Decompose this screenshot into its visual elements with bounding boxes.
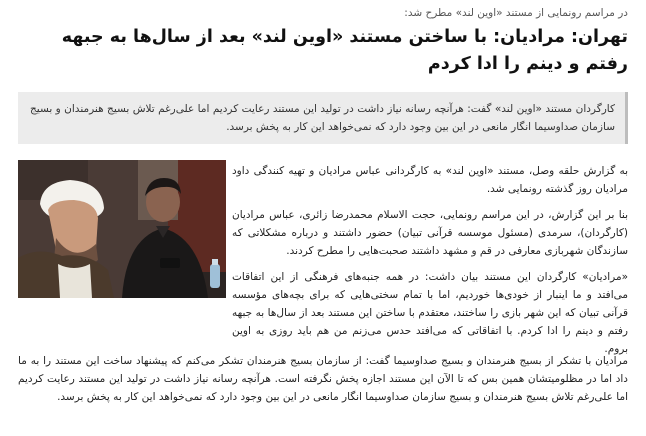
- article-paragraph: «مرادیان» کارگردان این مستند بیان داشت: در همه جنبه‌های فرهنگی از این اتفاقات می‌افتد و ما اینبار از خودی‌ها خوردیم، اما با تمام سختی‌هایی که برای بچه‌های مؤسسه قرآنی تبیان که این شهر بازی را ساختند، معتقدم با ساختن این مستند بعد از سال‌ها به جبهه رفتم و دینم را ادا کردم. با اتفاقاتی که می‌افتد حدس می‌زنم من هم باید روزی به اوین بروم.: [232, 271, 628, 355]
- article-lead: کارگردان مستند «اوین لند» گفت: هرآنچه رسانه نیاز داشت در تولید این مستند رعایت کردیم اما علی‌رغم تلاش بسیج هنرمندان و بسیج سازمان صداوسیما انگار مانعی در این بین وجود دارد که نمی‌خواهد این کار به پخش برسد.: [18, 92, 628, 144]
- article-headline: تهران: مرادیان: با ساختن مستند «اوین لند» بعد از سال‌ها به جبهه رفتم و دینم را ادا کردم: [61, 27, 628, 74]
- article-paragraph: بنا بر این گزارش، در این مراسم رونمایی، حجت الاسلام محمدرضا زائری، عباس مرادیان (کارگردان)، سرمدی (مسئول موسسه قرآنی تبیان) حضور داشتند و درباره مشکلاتی که سازندگان شهربازی معارفی در قم و مشهد داشتند صحبت‌هایی را مطرح کردند.: [232, 209, 628, 257]
- article-body-column: [232, 162, 628, 366]
- article-body-full: [18, 352, 628, 406]
- article-paragraph: به گزارش حلقه وصل، مستند «اوین لند» به کارگردانی عباس مرادیان و تهیه کنندگی داود مرادیان روز گذشته رونمایی شد.: [232, 165, 628, 195]
- article-kicker: در مراسم رونمایی از مستند «اوین لند» مطرح شد:: [404, 7, 628, 19]
- article-photo: [18, 160, 226, 298]
- article-paragraph: مرادیان با تشکر از بسیج هنرمندان و بسیج صداوسیما گفت: از سازمان بسیج هنرمندان تشکر می‌کنم که پیشنهاد ساخت این مستند را به ما داد اما در مظلومیتشان همین بس که تا الآن این مستند اجازه پخش نگرفته است. هرآنچه رسانه نیاز داشت در تولید این مستند رعایت کردیم اما علی‌رغم تلاش بسیج هنرمندان و بسیج سازمان صداوسیما انگار مانعی در این بین وجود دارد که نمی‌خواهد این کار به پخش برسد.: [18, 355, 628, 403]
- photo-illustration: [18, 160, 226, 298]
